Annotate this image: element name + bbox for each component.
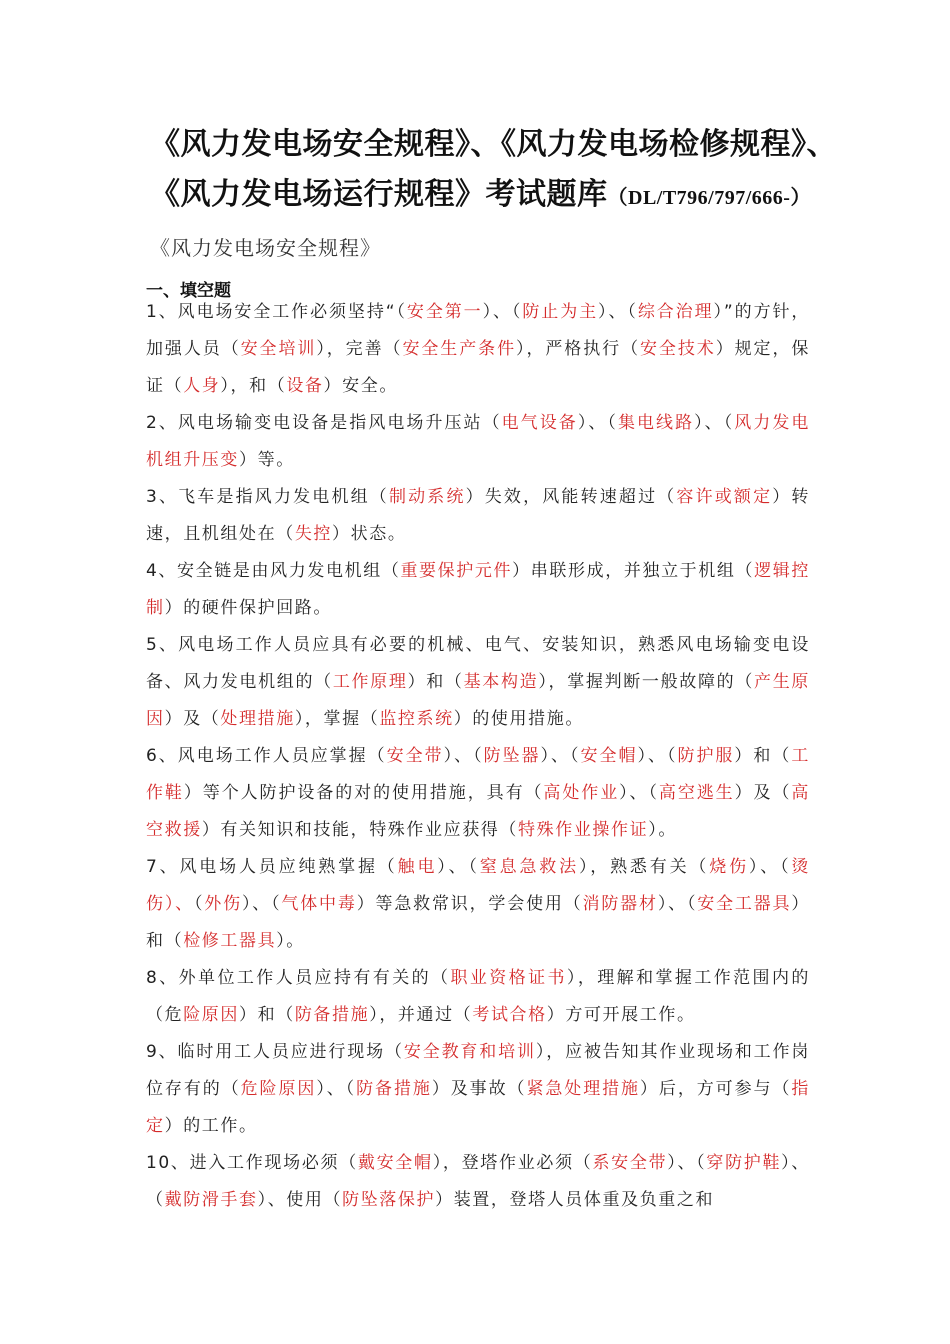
answer-text: 烧伤 [709, 857, 749, 877]
section-heading: 一、填空题 [146, 281, 231, 301]
question-item [146, 294, 810, 405]
question-text: ），掌握判断一般故障的（ [538, 672, 755, 692]
question-text: ）规定，保证（ [146, 339, 811, 396]
question-text: ），完善（ [316, 339, 403, 359]
question-text: ）失效，风能转速超过（ [465, 487, 677, 507]
answer-text: 防坠落保护 [342, 1190, 436, 1210]
answer-text: 危险原因 [240, 1079, 317, 1099]
answer-text: 处理措施 [220, 709, 295, 729]
answer-text: 逻辑控制 [146, 561, 810, 618]
question-text: ）装置，登塔人员体重及负重之和 [435, 1190, 715, 1210]
answer-text: 产生原因 [146, 672, 810, 729]
answer-text: 防止为主 [522, 302, 599, 322]
question-text: ），严格执行（ [516, 339, 640, 359]
question-text: ）等个人防护设备的对的使用措施，具有（ [183, 783, 544, 803]
question-text: ）、（ [241, 894, 282, 914]
question-text: ）、（ [577, 413, 618, 433]
answer-text: 戴防滑手套 [164, 1190, 258, 1210]
answer-text: 安全培训 [240, 339, 317, 359]
question-item [146, 479, 810, 553]
answer-text: 重要保护元件 [400, 561, 513, 581]
answer-text: 监控系统 [379, 709, 454, 729]
question-text: 8、外单位工作人员应持有有关的（ [146, 968, 451, 988]
answer-text: 容许或额定 [676, 487, 773, 507]
question-text: ）、（ [437, 857, 480, 877]
title-line-1: 《风力发电场安全规程》、《风力发电场检修规程》、 [150, 127, 837, 162]
answer-text: 设备 [286, 376, 324, 396]
question-text: ）等急救常识，学会使用（ [356, 894, 583, 914]
question-text: 3、飞车是指风力发电机组（ [146, 487, 389, 507]
question-text: ）和（ [407, 672, 464, 692]
question-text: ）、（ [694, 413, 735, 433]
question-text: 1、风电场安全工作必须坚持“（ [146, 302, 407, 322]
question-text: ）、（ [540, 746, 581, 766]
answer-text: 人身 [183, 376, 221, 396]
answer-text: 系安全带 [592, 1153, 668, 1173]
title-line-2 [150, 170, 840, 223]
question-text: （ [193, 894, 205, 914]
question-text: 2、风电场输变电设备是指风电场升压站（ [146, 413, 502, 433]
question-text: ）、（ [443, 746, 484, 766]
question-text: ），和（ [220, 376, 287, 396]
question-text: ）和（ [146, 894, 810, 951]
question-item [146, 849, 810, 960]
question-text: ）串联形成，并独立于机组（ [512, 561, 755, 581]
question-text: ）、（ [657, 894, 698, 914]
question-item [146, 1034, 810, 1145]
question-text: ）的使用措施。 [453, 709, 584, 729]
answer-text: 触电 [397, 857, 438, 877]
question-text: ）安全。 [323, 376, 398, 396]
question-text: ）、（ [482, 302, 523, 322]
question-text: ）转速，且机组处在（ [146, 487, 811, 544]
section-subtitle: 《风力发电场安全规程》 [150, 236, 381, 260]
question-text: ）、（ [619, 783, 659, 803]
question-item [146, 627, 810, 738]
answer-text: 工作鞋 [146, 746, 810, 803]
question-text: ）、（ [316, 1079, 357, 1099]
question-text: ），理解和掌握工作范围内的（危 [146, 968, 810, 1025]
question-text: ）、（ [667, 1153, 707, 1173]
question-text: ），登塔作业必须（ [432, 1153, 593, 1173]
question-item [146, 960, 810, 1034]
title-standard-code: （DL/T796/797/666-） [607, 187, 811, 209]
answer-text: 穿防护鞋 [706, 1153, 782, 1173]
answer-text: 安全第一 [406, 302, 483, 322]
answer-text: 高处作业 [543, 783, 620, 803]
question-text: 6、风电场工作人员应掌握（ [146, 746, 387, 766]
answer-text: 烫伤）、 [146, 857, 811, 914]
answer-text: 指定 [146, 1079, 810, 1136]
question-text: ）有关知识和技能，特殊作业应获得（ [201, 820, 519, 840]
answer-text: 戴安全帽 [357, 1153, 433, 1173]
answer-text: 安全工器具 [697, 894, 792, 914]
answer-text: 制动系统 [388, 487, 466, 507]
answer-text: 气体中毒 [281, 894, 357, 914]
answer-text: 高空救援 [146, 783, 810, 840]
question-text: 7、风电场人员应纯熟掌握（ [146, 857, 398, 877]
answer-text: 消防器材 [582, 894, 658, 914]
answer-text: 失控 [294, 524, 333, 544]
question-item [146, 738, 810, 849]
question-text: ）状态。 [332, 524, 407, 544]
question-text: ）及（ [734, 783, 792, 803]
question-text: ）及（ [164, 709, 221, 729]
question-text: ）和（ [239, 1005, 295, 1025]
question-text: ）等。 [239, 450, 295, 470]
question-text: ）方可开展工作。 [546, 1005, 696, 1025]
question-text: ）。 [648, 820, 677, 840]
question-text: ），应被告知其作业现场和工作岗位存有的（ [146, 1042, 811, 1099]
answer-text: 防坠器 [483, 746, 541, 766]
answer-text: 安全技术 [640, 339, 716, 359]
question-text: 4、安全链是由风力发电机组（ [146, 561, 401, 581]
answer-text: 特殊作业操作证 [518, 820, 649, 840]
answer-text: 外伤 [204, 894, 242, 914]
question-text: ）、使用（ [257, 1190, 343, 1210]
answer-text: 职业资格证书 [450, 968, 567, 988]
answer-text: 紧急处理措施 [526, 1079, 640, 1099]
answer-text: 综合治理 [637, 302, 714, 322]
question-text: ），掌握（ [294, 709, 380, 729]
question-text: ）、（ [637, 746, 678, 766]
question-text: ）的硬件保护回路。 [164, 598, 333, 618]
question-item [146, 553, 810, 627]
answer-text: 防备措施 [294, 1005, 370, 1025]
question-text: 10、进入工作现场必须（ [146, 1153, 358, 1173]
answer-text: 基本构造 [463, 672, 539, 692]
answer-text: 高空逃生 [658, 783, 735, 803]
answer-text: 检修工器具 [183, 931, 277, 951]
answer-text: 防备措施 [356, 1079, 432, 1099]
answer-text: 安全教育和培训 [403, 1042, 536, 1062]
question-text: 5、风电场工作人员应具有必要的机械、电气、安装知识，熟悉风电场输变电设备、风力发电机组的（ [146, 635, 810, 692]
question-text: ）的工作。 [164, 1116, 258, 1136]
question-text: ）、（ [598, 302, 638, 322]
answer-text: 窒息急救法 [479, 857, 579, 877]
question-text: ）。 [276, 931, 305, 951]
answer-text: 电气设备 [501, 413, 578, 433]
answer-text: 工作原理 [332, 672, 408, 692]
question-text: 9、临时用工人员应进行现场（ [146, 1042, 404, 1062]
question-text: ）、（ [146, 1153, 810, 1210]
document-title [150, 120, 840, 223]
answer-text: 风力发电机组升压变 [146, 413, 810, 470]
answer-text: 险原因 [183, 1005, 240, 1025]
question-text: ），熟悉有关（ [578, 857, 710, 877]
question-text: ）后，方可参与（ [639, 1079, 792, 1099]
answer-text: 考试合格 [472, 1005, 547, 1025]
title-line-2-text: 《风力发电场运行规程》考试题库 [150, 177, 608, 212]
question-item [146, 1145, 810, 1219]
question-list [146, 294, 810, 1219]
answer-text: 安全生产条件 [402, 339, 517, 359]
question-text: ），并通过（ [369, 1005, 473, 1025]
answer-text: 集电线路 [617, 413, 695, 433]
answer-text: 安全带 [386, 746, 444, 766]
question-text: ）、（ [748, 857, 792, 877]
question-text: ）及事故（ [431, 1079, 527, 1099]
answer-text: 防护服 [677, 746, 735, 766]
answer-text: 安全帽 [580, 746, 638, 766]
question-item [146, 405, 810, 479]
question-text: ）和（ [734, 746, 792, 766]
question-text: ）”的方针，加强人员（ [146, 302, 811, 359]
